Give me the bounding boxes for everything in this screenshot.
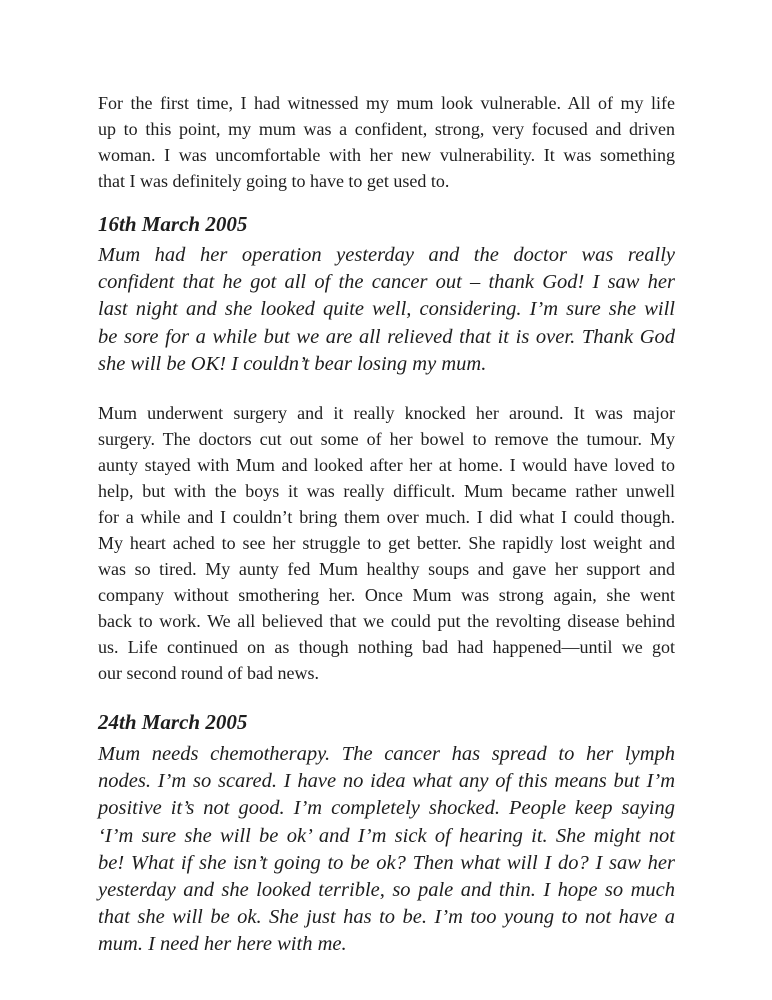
text-line: last night and she looked quite well, considering. I’m sure she will xyxy=(98,298,675,321)
text-line: was so tired. My aunty fed Mum healthy soups and gave her support and xyxy=(98,559,675,580)
page-content xyxy=(98,90,675,959)
diary-entry-date-2: 24th March 2005 xyxy=(98,710,248,735)
text-line: woman. I was uncomfortable with her new vulnerability. It was something xyxy=(98,145,675,165)
text-line: confident that he got all of the cancer out – thank God! I saw her xyxy=(98,271,675,294)
text-line: surgery. The doctors cut out some of her bowel to remove the tumour. My xyxy=(98,429,675,450)
text-line: be! What if she isn’t going to be ok? Then what will I do? I saw her xyxy=(98,851,675,874)
text-line: positive it’s not good. I’m completely shocked. People keep saying xyxy=(98,797,675,820)
text-line: be sore for a while but we are all relieved that it is over. Thank God xyxy=(98,325,675,348)
text-line: that she will be ok. She just has to be. I’m too young to not have a xyxy=(98,906,675,929)
text-line: us. Life continued on as though nothing bad had happened—until we got xyxy=(98,637,675,658)
text-line: Mum needs chemotherapy. The cancer has spread to her lymph xyxy=(98,743,675,766)
paragraph-2 xyxy=(98,400,675,686)
diary-entry-date-1: 16th March 2005 xyxy=(98,212,248,236)
diary-entry-body-1 xyxy=(98,242,675,378)
text-line: help, but with the boys it was really difficult. Mum became rather unwell xyxy=(98,481,675,502)
text-line: for a while and I couldn’t bring them over much. I did what I could though. xyxy=(98,507,675,528)
diary-entry-body-2 xyxy=(98,741,675,959)
text-line: that I was definitely going to have to get used to. xyxy=(98,171,450,191)
text-line: My heart ached to see her struggle to get better. She rapidly lost weight and xyxy=(98,533,675,554)
text-line: back to work. We all believed that we could put the revolting disease behind xyxy=(98,611,675,632)
text-line: For the first time, I had witnessed my mum look vulnerable. All of my life xyxy=(98,93,675,113)
text-line: company without smothering her. Once Mum was strong again, she went xyxy=(98,585,675,606)
text-line: up to this point, my mum was a confident, strong, very focused and driven xyxy=(98,119,675,139)
text-line: our second round of bad news. xyxy=(98,663,319,684)
text-line: ‘I’m sure she will be ok’ and I’m sick of hearing it. She might not xyxy=(98,824,675,847)
text-line: mum. I need her here with me. xyxy=(98,933,347,956)
text-line: nodes. I’m so scared. I have no idea what any of this means but I’m xyxy=(98,770,675,793)
text-line: yesterday and she looked terrible, so pale and thin. I hope so much xyxy=(98,879,675,902)
text-line: Mum had her operation yesterday and the doctor was really xyxy=(98,244,675,266)
text-line: she will be OK! I couldn’t bear losing my mum. xyxy=(98,352,487,375)
text-line: aunty stayed with Mum and looked after her at home. I would have loved to xyxy=(98,455,675,476)
text-line: Mum underwent surgery and it really knocked her around. It was major xyxy=(98,403,675,424)
paragraph-1 xyxy=(98,90,675,194)
